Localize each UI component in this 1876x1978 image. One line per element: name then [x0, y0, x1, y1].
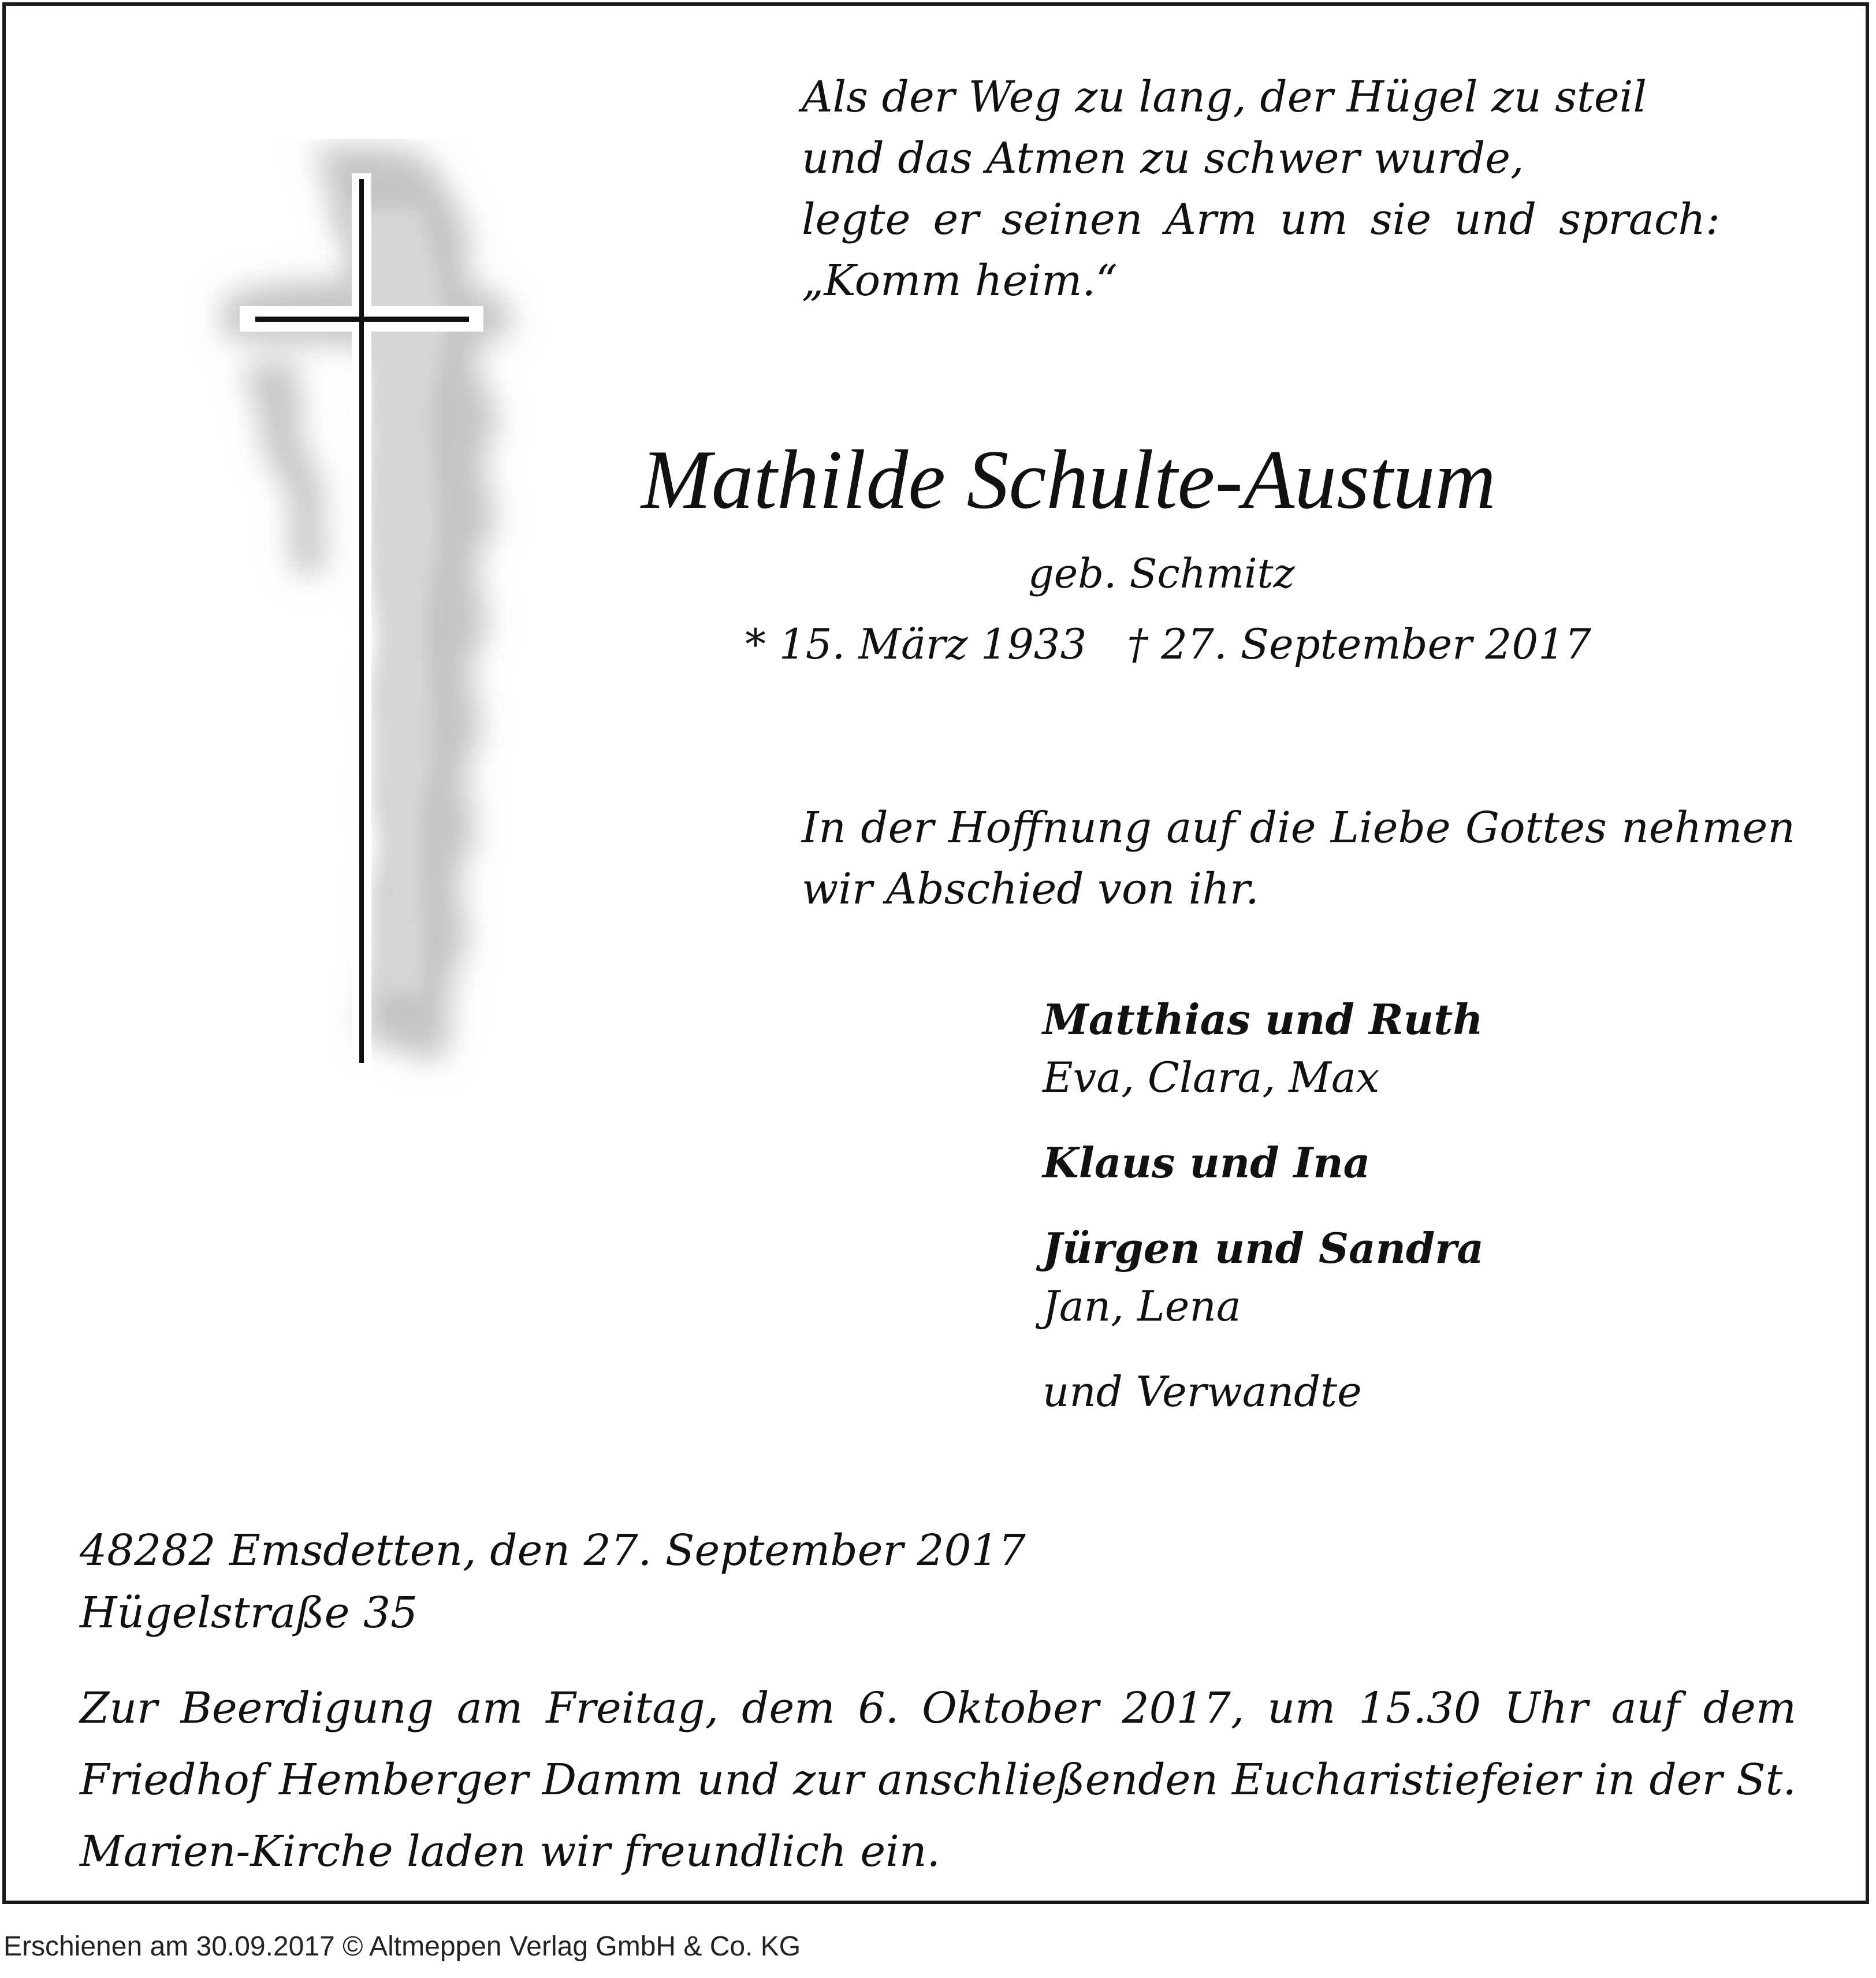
street-address: Hügelstraße 35	[80, 1588, 418, 1638]
city-date: 48282 Emsdetten, den 27. September 2017	[80, 1526, 1026, 1575]
family-children: Eva, Clara, Max	[1043, 1053, 1380, 1102]
funeral-notice: Zur Beerdigung am Freitag, dem 6. Oktober 2017, um 15.30 Uhr auf dem Friedhof Hemberger Damm und zur anschließenden Eucharistiefeier in der St. Marien-Kirche laden wir freundlich ein.	[80, 1683, 1796, 1876]
family-children: Jan, Lena	[1043, 1282, 1241, 1330]
poem-line: „Komm heim.“	[802, 256, 1118, 306]
family-group	[1043, 991, 1736, 1106]
hope-line: In der Hoffnung auf die Liebe Gottes nehmen	[802, 803, 1795, 853]
hope-line: wir Abschied von ihr.	[802, 864, 1259, 914]
poem-line: legte er seinen Arm um sie und sprach:	[802, 195, 1720, 244]
hope-text	[802, 797, 1795, 920]
maiden-name: geb. Schmitz	[1028, 550, 1295, 597]
family-names: Jürgen und Sandra	[1043, 1224, 1484, 1273]
relatives: und Verwandte	[1043, 1367, 1362, 1416]
death-date: † 27. September 2017	[1127, 620, 1591, 668]
family-list	[1043, 991, 1736, 1421]
poem-line: Als der Weg zu lang, der Hügel zu steil	[802, 72, 1647, 122]
poem-line: und das Atmen zu schwer wurde,	[802, 133, 1524, 183]
life-dates	[745, 615, 1591, 673]
family-names: Klaus und Ina	[1043, 1138, 1371, 1187]
family-names: Matthias und Ruth	[1043, 995, 1483, 1044]
deceased-name: Mathilde Schulte-Austum	[641, 433, 1496, 526]
poem	[802, 66, 1720, 311]
birth-date: * 15. März 1933	[745, 620, 1087, 668]
family-group	[1043, 1219, 1736, 1335]
address-block	[80, 1519, 1026, 1644]
cross-icon	[191, 139, 549, 1109]
family-group	[1043, 1134, 1736, 1192]
publication-footer: Erschienen am 30.09.2017 © Altmeppen Verlag GmbH & Co. KG	[3, 1931, 801, 1962]
